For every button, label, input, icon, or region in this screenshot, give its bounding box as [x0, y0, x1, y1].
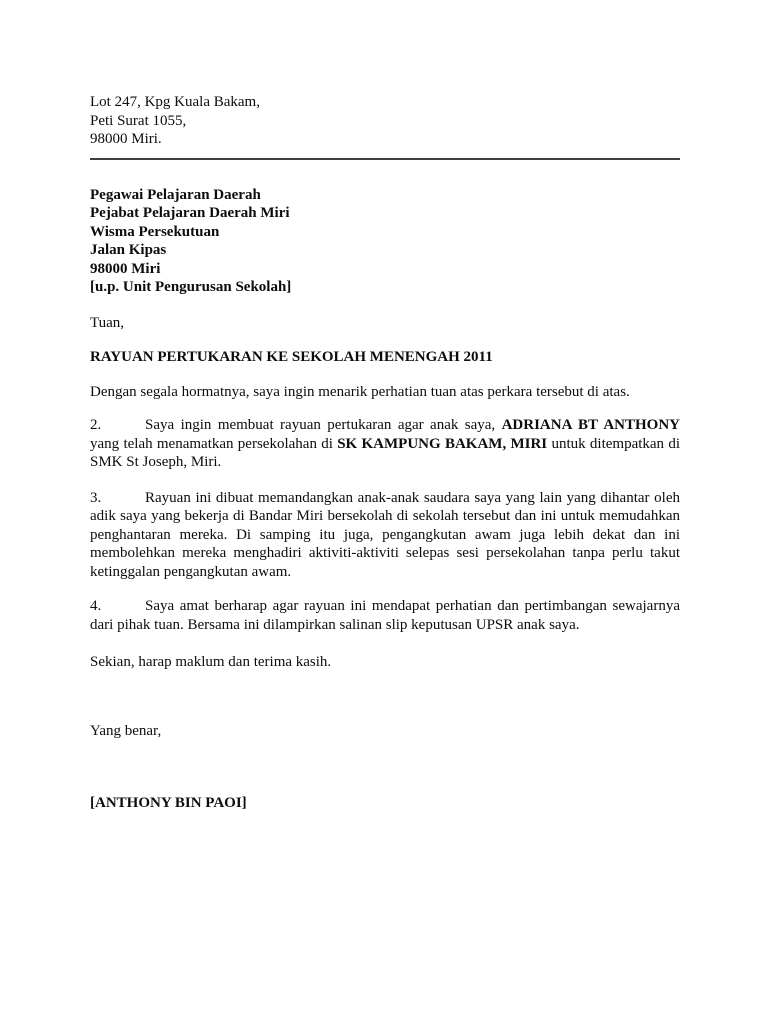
sender-address-line: 98000 Miri. [90, 131, 162, 147]
paragraph-3 [90, 489, 680, 582]
paragraph-2-number: 2. [90, 417, 102, 433]
sender-address [90, 93, 680, 149]
recipient-address-line: 98000 Miri [90, 260, 161, 277]
paragraph-4-number: 4. [90, 598, 102, 614]
recipient-address-line: Pegawai Pelajaran Daerah [90, 186, 261, 203]
recipient-address-line: Jalan Kipas [90, 242, 167, 258]
paragraph-2-text: yang telah menamatkan persekolahan di [90, 435, 338, 452]
salutation: Tuan, [90, 314, 125, 331]
sender-address-line: Peti Surat 1055, [90, 112, 187, 129]
recipient-address-line: Pejabat Pelajaran Daerah Miri [90, 205, 290, 221]
paragraph-3-text: Rayuan ini dibuat memandangkan anak-anak saudara saya yang lain yang dihantar oleh adik saya yang bekerja di Bandar Miri bersekolah di sekolah tersebut dan ini untuk memudahkan penghantaran mereka. Di samping itu juga, pengangkutan awam juga lebih dekat dan ini membolehkan mereka menghadiri aktiviti-aktiviti selepas sesi persekolahan tanpa perlu takut ketinggalan pengangkutan awam. [90, 489, 680, 580]
horizontal-divider [90, 158, 680, 160]
school-name-emphasis: SK KAMPUNG BAKAM, MIRI [337, 435, 548, 452]
paragraph-4-text: Saya amat berharap agar rayuan ini mendapat perhatian dan pertimbangan sewajarnya dari pihak tuan. Bersama ini dilampirkan salinan slip keputusan UPSR anak saya. [90, 598, 680, 633]
closing-line: Sekian, harap maklum dan terima kasih. [90, 654, 332, 670]
paragraph-2 [90, 416, 680, 472]
intro-paragraph: Dengan segala hormatnya, saya ingin menarik perhatian tuan atas perkara tersebut di atas. [90, 383, 630, 400]
recipient-address-line: [u.p. Unit Pengurusan Sekolah] [90, 279, 292, 295]
paragraph-3-number: 3. [90, 489, 102, 506]
signoff-label: Yang benar, [90, 722, 162, 739]
recipient-address-line: Wisma Persekutuan [90, 223, 220, 240]
paragraph-2-text: untuk ditempatkan di SMK St Joseph, Miri. [90, 435, 681, 470]
subject-line: RAYUAN PERTUKARAN KE SEKOLAH MENENGAH 2011 [90, 349, 493, 365]
paragraph-4 [90, 597, 680, 634]
recipient-address [90, 186, 680, 297]
sender-address-line: Lot 247, Kpg Kuala Bakam, [90, 94, 260, 110]
child-name-emphasis: ADRIANA BT ANTHONY [501, 417, 681, 433]
paragraph-2-text: Saya ingin membuat rayuan pertukaran agar anak saya, [145, 417, 502, 433]
signoff-name: [ANTHONY BIN PAOI] [90, 795, 247, 811]
